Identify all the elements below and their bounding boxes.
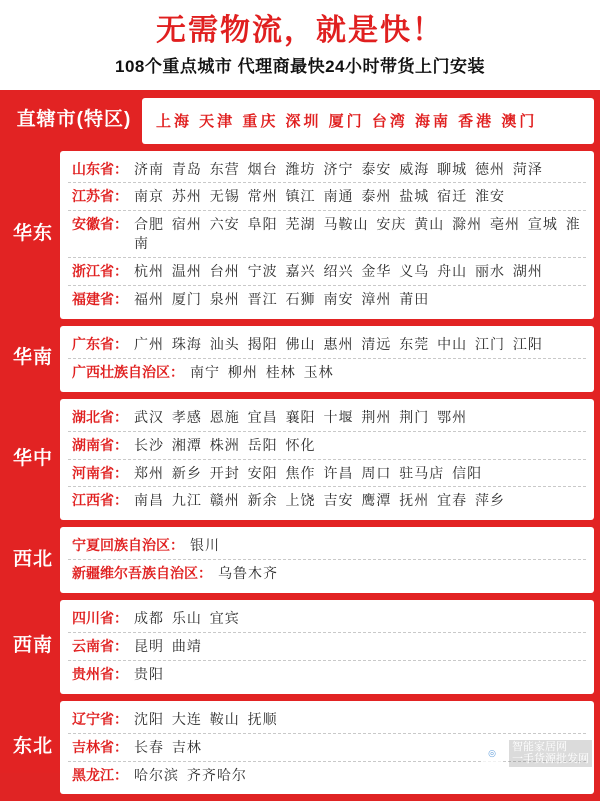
province-cities: 乌鲁木齐 [218, 565, 278, 582]
watermark [479, 740, 592, 767]
region-band-huazhong [0, 399, 600, 528]
region-band-xibei [0, 527, 600, 600]
region-band-huadong [0, 151, 600, 326]
province-name: 四川省： [72, 610, 128, 627]
province-name: 江苏省： [72, 188, 128, 205]
province-panel-huazhong [60, 399, 594, 521]
province-name: 安徽省： [72, 216, 128, 233]
table-row [68, 633, 586, 661]
page-title: 无需物流，就是快！ [156, 14, 444, 47]
table-row [68, 331, 586, 359]
province-cities: 长春 吉林 [134, 738, 202, 755]
province-cities: 郑州 新乡 开封 安阳 焦作 许昌 周口 驻马店 信阳 [134, 464, 483, 481]
province-cities: 杭州 温州 台州 宁波 嘉兴 绍兴 金华 义乌 舟山 丽水 湖州 [134, 263, 543, 280]
province-cities: 南京 苏州 无锡 常州 镇江 南通 泰州 盐城 宿迁 淮安 [134, 188, 506, 205]
table-row [68, 258, 586, 286]
province-cities: 昆明 曲靖 [134, 637, 202, 654]
province-cities: 哈尔滨 齐齐哈尔 [134, 766, 247, 783]
municipality-city-list: 上海 天津 重庆 深圳 厦门 台湾 海南 香港 澳门 [156, 112, 538, 130]
region-label-huazhong: 华中 [12, 448, 53, 470]
province-cities: 长沙 湘潭 株洲 岳阳 怀化 [134, 436, 316, 453]
province-name: 宁夏回族自治区： [72, 537, 184, 554]
region-label-huadong: 华东 [12, 223, 53, 245]
province-name: 广东省： [72, 335, 128, 352]
province-name: 新疆维尔吾族自治区： [72, 565, 212, 582]
province-panel-huadong [60, 151, 594, 319]
table-row [68, 404, 586, 432]
watermark-line-1: 智能家居网 [512, 740, 567, 753]
province-name: 浙江省： [72, 263, 128, 280]
region-label-dongbei: 东北 [12, 736, 53, 758]
table-row [68, 487, 586, 514]
region-label-municipality: 直辖市(特区) [16, 109, 132, 131]
province-name: 山东省： [72, 160, 128, 177]
header-banner [0, 0, 600, 90]
region-label-xinan: 西南 [12, 635, 53, 657]
table-row [68, 211, 586, 258]
table-row [68, 560, 586, 587]
table-row [68, 532, 586, 560]
province-name: 吉林省： [72, 738, 128, 755]
municipality-city-panel [142, 98, 594, 144]
table-row [68, 460, 586, 488]
table-row [68, 605, 586, 633]
province-cities: 福州 厦门 泉州 晋江 石狮 南安 漳州 莆田 [134, 291, 430, 308]
province-cities: 广州 珠海 汕头 揭阳 佛山 惠州 清远 东莞 中山 江门 江阳 [134, 335, 543, 352]
province-name: 贵州省： [72, 665, 128, 682]
province-cities: 南昌 九江 赣州 新余 上饶 吉安 鹰潭 抚州 宜春 萍乡 [134, 492, 506, 509]
page-subtitle: 108个重点城市 代理商最快24小时带货上门安装 [115, 56, 485, 76]
table-row [68, 359, 586, 386]
province-panel-xinan [60, 600, 594, 694]
watermark-text [509, 740, 592, 767]
region-band-xinan [0, 600, 600, 701]
province-cities: 武汉 孝感 恩施 宜昌 襄阳 十堰 荆州 荆门 鄂州 [134, 408, 468, 425]
province-name: 河南省： [72, 464, 128, 481]
region-label-xibei: 西北 [12, 548, 53, 570]
region-band-huanan [0, 326, 600, 399]
province-panel-huanan [60, 326, 594, 392]
province-name: 黑龙江： [72, 766, 128, 783]
province-name: 福建省： [72, 291, 128, 308]
table-row [68, 156, 586, 184]
province-name: 云南省： [72, 637, 128, 654]
province-cities: 沈阳 大连 鞍山 抚顺 [134, 710, 278, 727]
province-cities: 南宁 柳州 桂林 玉林 [190, 363, 334, 380]
province-name: 辽宁省： [72, 710, 128, 727]
table-row [68, 661, 586, 688]
brand-logo-icon: ◎ [479, 740, 505, 766]
province-panel-xibei [60, 527, 594, 593]
province-name: 江西省： [72, 492, 128, 509]
province-cities: 贵阳 [134, 665, 164, 682]
province-cities: 银川 [190, 537, 220, 554]
province-cities: 成都 乐山 宜宾 [134, 610, 240, 627]
province-name: 湖北省： [72, 408, 128, 425]
province-cities: 济南 青岛 东营 烟台 潍坊 济宁 泰安 威海 聊城 德州 菏泽 [134, 160, 543, 177]
province-name: 湖南省： [72, 436, 128, 453]
table-row [68, 286, 586, 313]
province-name: 广西壮族自治区： [72, 363, 184, 380]
region-band-municipality [0, 90, 600, 151]
table-row [68, 183, 586, 211]
region-label-huanan: 华南 [12, 347, 53, 369]
watermark-line-2: 一手货源批发网 [512, 753, 589, 766]
table-row [68, 432, 586, 460]
province-cities: 合肥 宿州 六安 阜阳 芜湖 马鞍山 安庆 黄山 滁州 亳州 宣城 淮南 [134, 216, 581, 252]
table-row [68, 706, 586, 734]
